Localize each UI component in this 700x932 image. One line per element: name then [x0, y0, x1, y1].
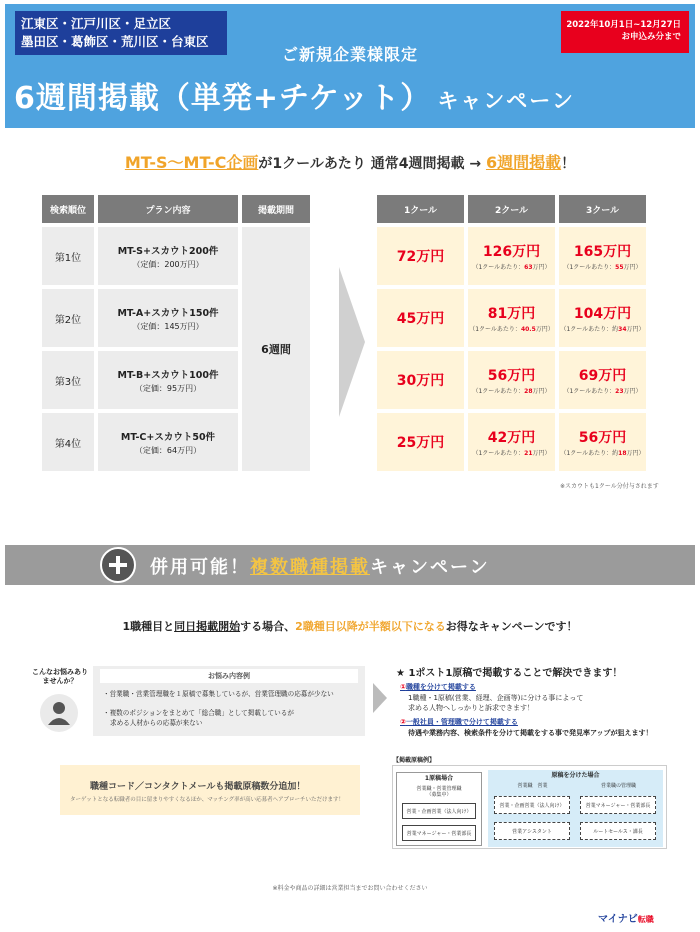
- worry-item: ・営業職・営業管理職を１原稿で募集しているが、営業管理職の応募が少ない: [103, 690, 334, 698]
- combo-lead: 1職種目と同日掲載開始する場合、2職種目以降が半額以下になるお得なキャンペーンです！: [122, 620, 578, 633]
- sample-split: 原稿を分けた場合 営業職 営業 営業職の管理職 営業・企画営業（法人向け） 営業マネージャー・営業部長 営業アシスタント ルートセールス・課長: [488, 770, 663, 847]
- price-two: 42万円: [487, 430, 536, 446]
- campaign-period: [561, 11, 689, 53]
- logo-sub: 転職: [637, 915, 654, 924]
- price-three: 165万円: [573, 244, 632, 260]
- price-three: 56万円: [578, 430, 627, 446]
- job-code-title: 職種コード／コンタクトメールも掲載原稿数分追加！: [90, 782, 306, 792]
- combo-multi-job: 複数職種掲載: [250, 557, 370, 578]
- worry-title: お悩み内容例: [100, 669, 358, 683]
- main-title: [14, 73, 694, 117]
- price-one: 72万円: [396, 249, 445, 265]
- sample-box: ルートセールス・課長: [580, 822, 656, 840]
- lead-six-weeks: 6週間掲載: [485, 153, 562, 172]
- plan-name: MT-S+スカウト200件: [117, 245, 219, 257]
- header-plan: プラン内容: [98, 195, 238, 223]
- combo-possible: 併用可能！: [150, 557, 250, 578]
- price-cell: [468, 413, 555, 471]
- sample-box: 営業・企画営業（法人向け）: [494, 796, 570, 814]
- price-cell: [377, 351, 464, 409]
- plan-name: MT-B+スカウト100件: [117, 369, 219, 381]
- combo-campaign: キャンペーン: [370, 557, 490, 578]
- rank-cell: 第1位: [42, 227, 94, 285]
- price-two: 56万円: [487, 368, 536, 384]
- rank-cell: 第2位: [42, 289, 94, 347]
- plan-cell: [98, 351, 238, 409]
- plan-cell: [98, 413, 238, 471]
- table-row: [377, 351, 646, 409]
- plan-name: MT-A+スカウト150件: [117, 307, 219, 319]
- price-cell: [377, 413, 464, 471]
- combo-banner-text: [150, 553, 490, 579]
- price-cell: [468, 227, 555, 285]
- worry-item: 求める人材からの応募が来ない: [110, 719, 203, 727]
- rank-cell: 第4位: [42, 413, 94, 471]
- solution-title: ★ 1ポスト1原稿で掲載することで解決できます！: [396, 668, 623, 679]
- price-per-cool: （1クールあたり：40.5万円）: [469, 326, 554, 333]
- period-line1: 2022年10月1日~12月27日: [566, 20, 681, 30]
- header-one-cool: 1クール: [377, 195, 464, 223]
- price-cell: [559, 351, 646, 409]
- price-cell: [559, 413, 646, 471]
- price-cell: [559, 227, 646, 285]
- job-code-sub: ターゲットとなる転職者の目に留まりやすくなるほか、マッチング率が高い応募者へアプローチいただけます！: [70, 797, 345, 803]
- table-row: [42, 227, 310, 285]
- price-three: 69万円: [578, 368, 627, 384]
- sample-box: 営業アシスタント: [494, 822, 570, 840]
- header-rank: 検索順位: [42, 195, 94, 223]
- price-one: 25万円: [396, 435, 445, 451]
- plan-price: （定価：145万円）: [132, 321, 204, 331]
- target-areas: [15, 11, 227, 55]
- title-main: 6週間掲載（単発+チケット）: [14, 81, 432, 116]
- price-cell: [559, 289, 646, 347]
- scout-note: ※スカウトも1クール分付与されます: [560, 483, 659, 490]
- price-two: 126万円: [482, 244, 541, 260]
- price-per-cool: （1クールあたり：約34万円）: [560, 326, 645, 333]
- table-row: [377, 227, 646, 285]
- header-three-cool: 3クール: [559, 195, 646, 223]
- price-per-cool: （1クールあたり：21万円）: [472, 450, 551, 457]
- lead-line: [0, 150, 700, 173]
- sample-single: 1原稿場合 営業職・営業管理職 （募集中） 営業・企画営業（法人向け） 営業マネージャー・営業部長: [396, 772, 482, 846]
- period-line2: お申込み分まで: [621, 32, 681, 42]
- price-per-cool: （1クールあたり：約18万円）: [560, 450, 645, 457]
- person-icon: [40, 694, 78, 732]
- title-suffix: キャンペーン: [437, 89, 575, 113]
- lead-exclaim: ！: [561, 156, 576, 172]
- chevron-right-icon: [373, 683, 387, 713]
- worry-item: ・複数のポジションをまとめて「総合職」として掲載しているが: [103, 709, 294, 717]
- plan-price: （定価：64万円）: [134, 445, 202, 455]
- sample-box: 営業・企画営業（法人向け）: [402, 803, 476, 819]
- header-period: 掲載期間: [242, 195, 310, 223]
- price-one: 45万円: [396, 311, 445, 327]
- plan-price: （定価：200万円）: [132, 259, 204, 269]
- rank-cell: 第3位: [42, 351, 94, 409]
- price-per-cool: （1クールあたり：63万円）: [472, 264, 551, 271]
- price-two: 81万円: [487, 306, 536, 322]
- plan-name: MT-C+スカウト50件: [120, 431, 216, 443]
- worry-question: こんなお悩みありませんか？: [32, 668, 88, 685]
- plan-table: [38, 191, 314, 475]
- lead-text: が1クールあたり 通常4週間掲載 →: [258, 156, 486, 172]
- price-cell: [377, 289, 464, 347]
- areas-line1: 江東区・江戸川区・足立区: [21, 16, 172, 31]
- solution-heading-1: ①職種を分けて掲載する: [400, 683, 476, 691]
- plus-icon: [100, 547, 136, 583]
- logo-brand: マイナビ: [598, 914, 638, 925]
- new-clients-only: ご新規企業様限定: [281, 45, 418, 64]
- bottom-note: ※料金や商品の詳細は営業担当までお問い合わせください: [272, 885, 428, 892]
- price-cell: [468, 351, 555, 409]
- price-cell: [377, 227, 464, 285]
- areas-line2: 墨田区・葛飾区・荒川区・台東区: [21, 34, 209, 49]
- header-two-cool: 2クール: [468, 195, 555, 223]
- plan-price: （定価：95万円）: [134, 383, 202, 393]
- lead-plans: MT-S～MT-C企画: [124, 153, 259, 172]
- solution-text: 1職種・1原稿(営業、経理、企画等)に分ける事によって: [408, 694, 584, 702]
- price-cell: [468, 289, 555, 347]
- solution-heading-2: ②一般社員・管理職で分けて掲載する: [400, 718, 518, 726]
- sample-label: 【掲載原稿例】: [393, 757, 436, 764]
- price-per-cool: （1クールあたり：55万円）: [563, 264, 642, 271]
- solution-text: 待遇や業務内容、検索条件を分けて掲載をする事で発見率アップが狙えます！: [408, 729, 653, 737]
- plan-cell: [98, 289, 238, 347]
- price-table: [373, 191, 650, 475]
- table-row: [377, 413, 646, 471]
- sample-box: 営業マネージャー・営業部長: [402, 825, 476, 841]
- chevron-right-icon: [339, 267, 365, 417]
- solution-text: 求める人物へしっかりと訴求できます！: [408, 704, 534, 712]
- price-per-cool: （1クールあたり：28万円）: [472, 388, 551, 395]
- mynavi-logo: [598, 910, 654, 925]
- price-three: 104万円: [573, 306, 632, 322]
- plan-cell: [98, 227, 238, 285]
- price-per-cool: （1クールあたり：23万円）: [563, 388, 642, 395]
- table-row: [377, 289, 646, 347]
- price-one: 30万円: [396, 373, 445, 389]
- period-cell: 6週間: [242, 227, 310, 471]
- sample-box: 営業マネージャー・営業部長: [580, 796, 656, 814]
